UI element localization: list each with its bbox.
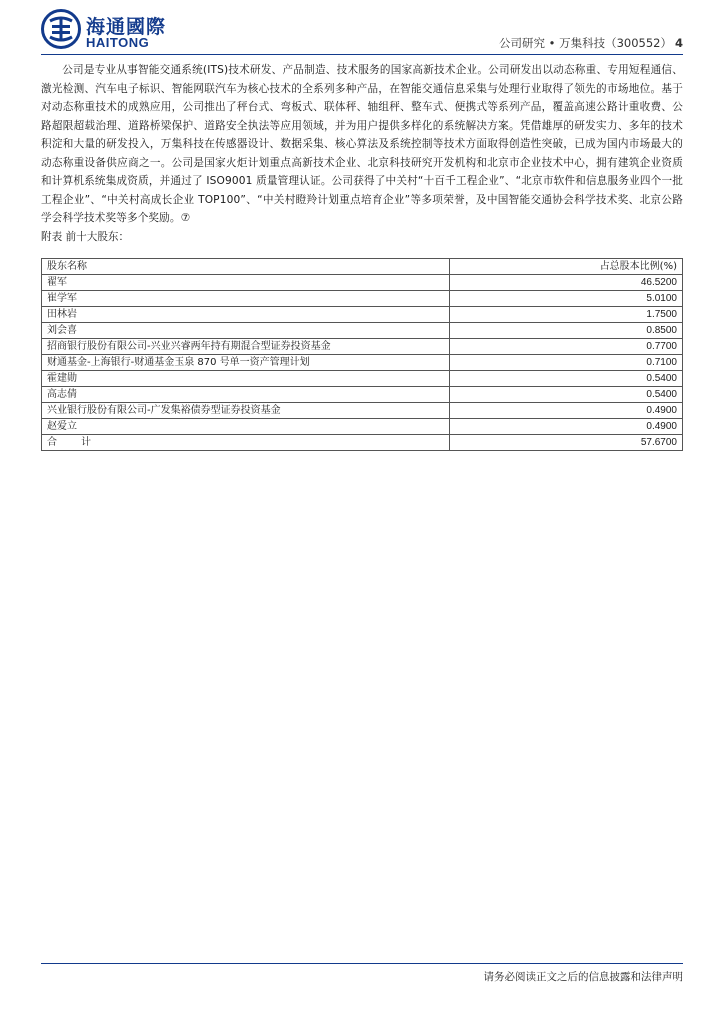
table-row bbox=[42, 403, 683, 419]
table-row bbox=[42, 291, 683, 307]
table-row bbox=[42, 387, 683, 403]
haitong-logo-icon bbox=[41, 9, 81, 49]
share-ratio: 1.7500 bbox=[450, 307, 683, 323]
top-ten-shareholders-table bbox=[41, 258, 683, 451]
shareholder-name: 霍建勋 bbox=[42, 371, 450, 387]
table-row bbox=[42, 323, 683, 339]
share-ratio: 5.0100 bbox=[450, 291, 683, 307]
shareholder-name: 赵爱立 bbox=[42, 419, 450, 435]
shareholder-name: 高志倩 bbox=[42, 387, 450, 403]
shareholder-name: 翟军 bbox=[42, 275, 450, 291]
total-share-ratio: 57.6700 bbox=[450, 435, 683, 451]
share-ratio: 46.5200 bbox=[450, 275, 683, 291]
total-label: 合计 bbox=[42, 435, 450, 451]
table-row bbox=[42, 371, 683, 387]
report-label: 公司研究 • 万集科技（300552） bbox=[498, 36, 672, 50]
table-row bbox=[42, 275, 683, 291]
table-row bbox=[42, 339, 683, 355]
share-ratio: 0.4900 bbox=[450, 419, 683, 435]
shareholder-name: 兴业银行股份有限公司-广发集裕债券型证券投资基金 bbox=[42, 403, 450, 419]
header-divider bbox=[41, 54, 683, 55]
table-total-row bbox=[42, 435, 683, 451]
shareholder-name: 崔学军 bbox=[42, 291, 450, 307]
haitong-logo bbox=[41, 9, 171, 51]
page-number: 4 bbox=[674, 36, 683, 50]
shareholder-name: 刘会喜 bbox=[42, 323, 450, 339]
table-row bbox=[42, 307, 683, 323]
footer-disclaimer: 请务必阅读正文之后的信息披露和法律声明 bbox=[483, 971, 683, 983]
share-ratio: 0.7100 bbox=[450, 355, 683, 371]
header-share-ratio: 占总股本比例(%) bbox=[450, 259, 683, 275]
logo-english-name: HAITONG bbox=[86, 35, 150, 50]
share-ratio: 0.4900 bbox=[450, 403, 683, 419]
footer-divider bbox=[41, 963, 683, 964]
report-header bbox=[499, 35, 683, 51]
shareholder-name: 田林岩 bbox=[42, 307, 450, 323]
share-ratio: 0.7700 bbox=[450, 339, 683, 355]
share-ratio: 0.5400 bbox=[450, 387, 683, 403]
table-row bbox=[42, 419, 683, 435]
logo-chinese-name: 海通國際 bbox=[86, 16, 167, 38]
shareholder-name: 招商银行股份有限公司-兴业兴睿两年持有期混合型证券投资基金 bbox=[42, 339, 450, 355]
header-shareholder-name: 股东名称 bbox=[42, 259, 450, 275]
company-description: 公司是专业从事智能交通系统(ITS)技术研发、产品制造、技术服务的国家高新技术企业。公司研发出以动态称重、专用短程通信、激光检测、汽车电子标识、智能网联汽车为核心技术的全系列多种产品，在智能交通信息采集与处理行业取得了领先的市场地位。基于对动态称重技术的成熟应用，公司推出了秤台式、弯板式、联体秤、轴组秤、整车式、便携式等系列产品，覆盖高速公路计重收费、公路超限超载治理、道路桥梁保护、道路安全执法等应用领域，并为用户提供多样化的系统解决方案。凭借雄厚的研发实力、多年的技术积淀和大量的研发投入，万集科技在传感器设计、数据采集、核心算法及系统控制等技术方面取得创造性突破，已成为国内市场最大的动态称重设备供应商之一。公司是国家火炬计划重点高新技术企业、北京科技研究开发机构和北京市企业技术中心，拥有建筑企业资质和计算机系统集成资质，并通过了 ISO9001 质量管理认证。公司获得了中关村“十百千工程企业”、“北京市软件和信息服务业四个一批工程企业”、“中关村高成长企业 TOP100”、“中关村瞪羚计划重点培育企业”等多项荣誉，及中国智能交通协会科学技术奖、北京公路学会科学技术奖等多个奖励。⑦ bbox=[41, 64, 683, 224]
share-ratio: 0.5400 bbox=[450, 371, 683, 387]
shareholder-name: 财通基金-上海银行-财通基金玉泉 870 号单一资产管理计划 bbox=[42, 355, 450, 371]
table-row bbox=[42, 355, 683, 371]
table-header-row bbox=[42, 259, 683, 275]
table-caption: 附表 前十大股东： bbox=[41, 231, 130, 243]
share-ratio: 0.8500 bbox=[450, 323, 683, 339]
